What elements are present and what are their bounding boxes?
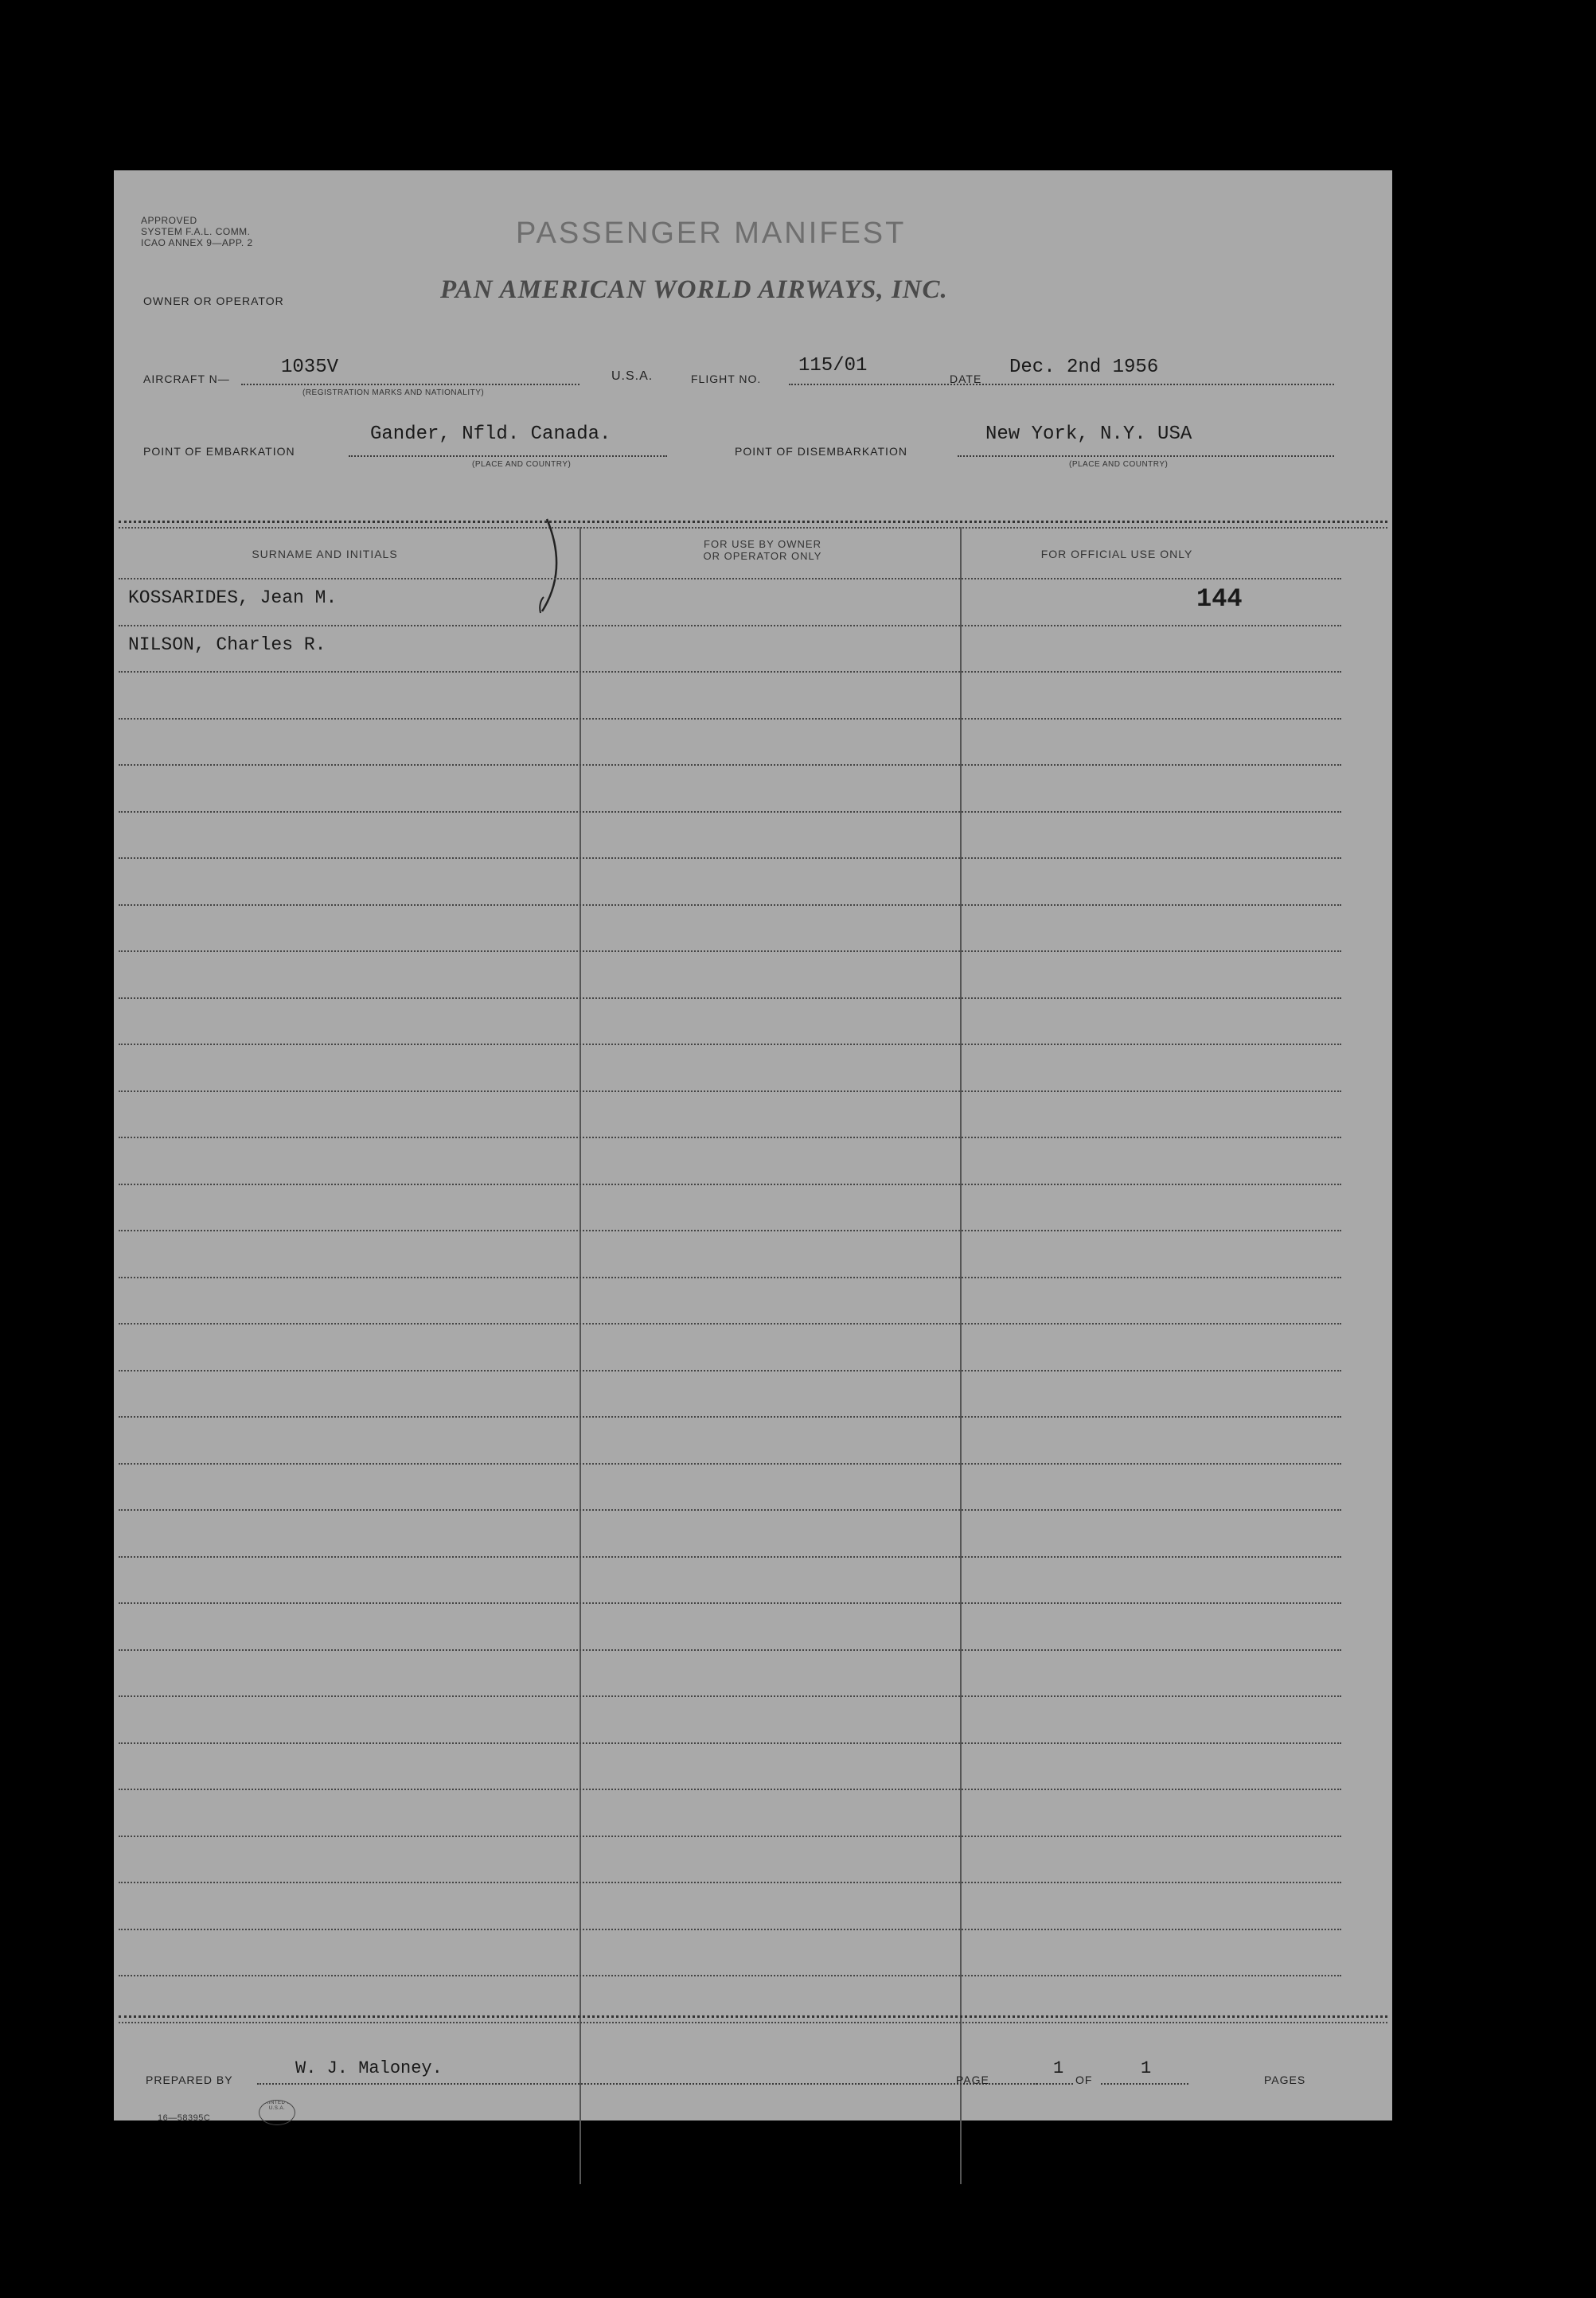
disembarkation-caption: (PLACE AND COUNTRY) [1069, 460, 1169, 469]
table-row-line [119, 811, 1341, 813]
official-use-1: 144 [1196, 584, 1243, 614]
approval-block [141, 215, 253, 248]
embarkation-underline [349, 455, 667, 457]
approval-line-3: ICAO ANNEX 9—APP. 2 [141, 237, 253, 248]
pages-label: PAGES [1264, 2074, 1306, 2086]
table-row-line [119, 904, 1341, 906]
table-row-line [119, 857, 1341, 859]
flight-value: 115/01 [798, 355, 868, 376]
table-row-line [119, 1323, 1341, 1325]
table-row-line [119, 1929, 1341, 1930]
date-label: DATE [950, 373, 982, 385]
table-row-line [119, 718, 1341, 720]
table-row-line [119, 1509, 1341, 1511]
aircraft-label: AIRCRAFT N— [143, 373, 230, 385]
table-row-line [119, 1556, 1341, 1558]
bracket-mark [536, 517, 568, 621]
table-row-line [119, 1184, 1341, 1185]
disembarkation-value: New York, N.Y. USA [985, 423, 1192, 445]
approval-line-1: APPROVED [141, 215, 197, 226]
table-row-line [119, 1137, 1341, 1138]
table-bottom-rule [119, 2015, 1387, 2018]
table-row-line [119, 764, 1341, 766]
aircraft-caption: (REGISTRATION MARKS AND NATIONALITY) [302, 388, 485, 397]
col-header-owner-line-2: OR OPERATOR ONLY [703, 550, 822, 562]
prepared-by-value: W. J. Maloney. [295, 2058, 443, 2078]
col-header-surname: SURNAME AND INITIALS [252, 548, 398, 560]
col-header-owner [655, 538, 870, 562]
table-row-line [119, 1882, 1341, 1883]
prepared-by-label: PREPARED BY [146, 2074, 233, 2086]
table-row-line [119, 1975, 1341, 1976]
page-label: PAGE [956, 2074, 989, 2086]
table-row-line [119, 1416, 1341, 1418]
col-header-official: FOR OFFICIAL USE ONLY [1040, 548, 1193, 560]
of-underline [1101, 2083, 1188, 2085]
table-row-line [119, 1695, 1341, 1697]
airline-name: PAN AMERICAN WORLD AIRWAYS, INC. [440, 275, 948, 304]
table-top-rule-2 [119, 527, 1387, 529]
table-row-line [119, 1463, 1341, 1465]
table-row-line [119, 1230, 1341, 1231]
aircraft-value: 1035V [281, 357, 339, 378]
disembarkation-underline [958, 455, 1334, 457]
embarkation-value: Gander, Nfld. Canada. [370, 423, 611, 445]
owner-label: OWNER OR OPERATOR [143, 295, 284, 307]
table-top-rule [119, 521, 1387, 523]
table-row-line [119, 950, 1341, 952]
date-value: Dec. 2nd 1956 [1009, 357, 1159, 378]
embarkation-caption: (PLACE AND COUNTRY) [472, 460, 572, 469]
printed-in-usa-stamp: PRINTED IN U.S.A. [259, 2100, 295, 2125]
of-label: OF [1075, 2074, 1093, 2086]
table-row-line [119, 1277, 1341, 1278]
column-divider-2 [960, 527, 962, 2184]
table-row-line [119, 1090, 1341, 1092]
passenger-name-2: NILSON, Charles R. [128, 634, 326, 655]
approval-line-2: SYSTEM F.A.L. COMM. [141, 226, 251, 237]
disembarkation-label: POINT OF DISEMBARKATION [735, 445, 907, 458]
usa-label: U.S.A. [611, 369, 654, 383]
manifest-sheet [114, 170, 1392, 2123]
table-bottom-rule-2 [119, 2022, 1387, 2023]
table-row-line [119, 671, 1341, 673]
table-row-line [119, 1602, 1341, 1604]
column-divider-1 [579, 527, 581, 2184]
passenger-name-1: KOSSARIDES, Jean M. [128, 587, 338, 608]
table-row-line [119, 625, 1341, 626]
form-number: 16—58395C [158, 2113, 211, 2123]
table-row-line [119, 578, 1341, 579]
page-underline [1001, 2083, 1073, 2085]
aircraft-underline [241, 384, 579, 385]
embarkation-label: POINT OF EMBARKATION [143, 445, 295, 458]
table-row-line [119, 1789, 1341, 1790]
date-underline [992, 384, 1334, 385]
table-row-line [119, 1649, 1341, 1651]
prepared-by-underline [257, 2083, 1037, 2085]
table-row-line [119, 997, 1341, 999]
table-row-line [119, 1742, 1341, 1744]
table-row-line [119, 1836, 1341, 1837]
of-value: 1 [1141, 2058, 1152, 2078]
table-row-line [119, 1370, 1341, 1371]
page-value: 1 [1053, 2058, 1064, 2078]
manifest-title: PASSENGER MANIFEST [516, 217, 907, 250]
table-row-line [119, 1044, 1341, 1045]
col-header-owner-line-1: FOR USE BY OWNER [704, 538, 821, 550]
flight-label: FLIGHT NO. [691, 373, 762, 385]
